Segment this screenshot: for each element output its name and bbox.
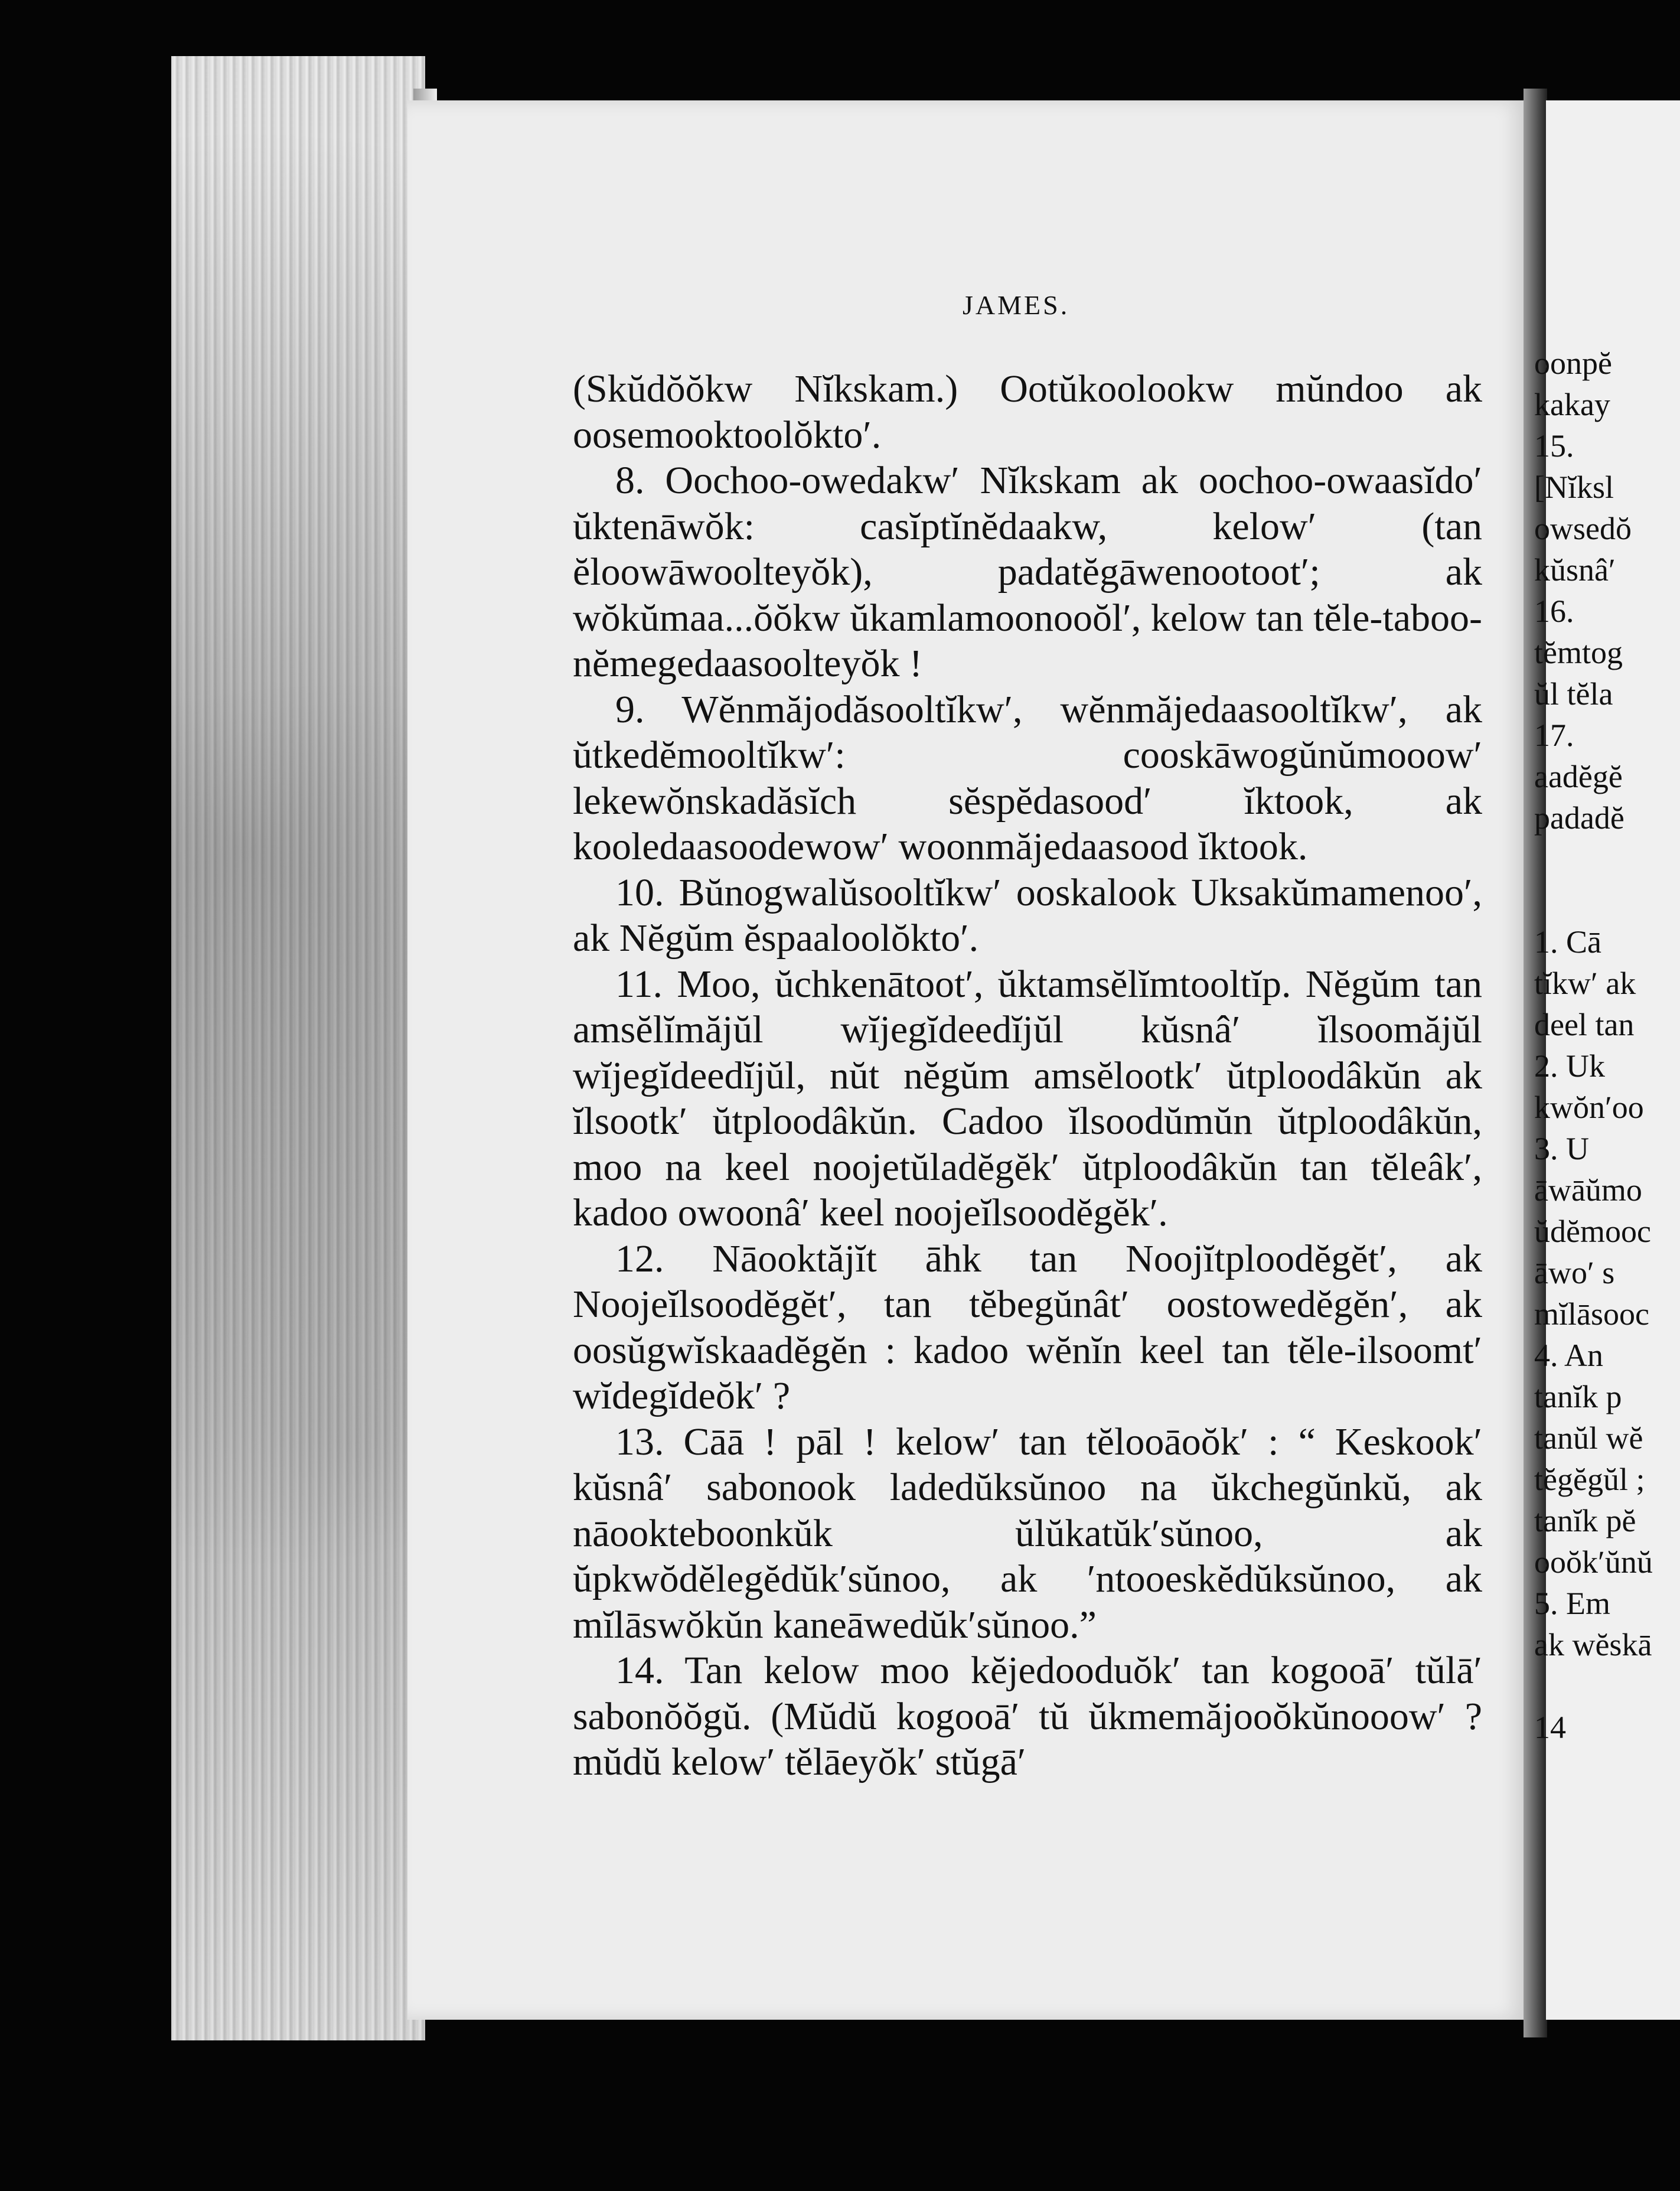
text-line: 16. xyxy=(1534,594,1574,629)
text-line: tanŭl wĕ xyxy=(1534,1420,1643,1456)
text-line: 4. An xyxy=(1534,1338,1604,1373)
text-line xyxy=(1534,839,1676,880)
text-line: ŭdĕmooc xyxy=(1534,1214,1651,1249)
text-line: 5. Em xyxy=(1534,1586,1610,1621)
text-line: tĕmtog xyxy=(1534,635,1623,670)
text-line: tĕgĕgŭl ; xyxy=(1534,1462,1645,1497)
text-line: 2. Uk xyxy=(1534,1048,1605,1084)
text-line xyxy=(1534,880,1676,921)
text-line: tĭkw′ ak xyxy=(1534,966,1636,1001)
verse-paragraph: 12. Nāooktăjĭt āhk tan Noojĭtploodĕgĕt′, ak Noojeĭlsoodĕgĕt′, tan tĕbegŭnât′ oostowedĕgĕn′, ak oosŭgwĭskaadĕgĕn : kadoo wĕnĭn keel tan tĕle-ilsoomt′ wĭdegĭdeŏk′ ? xyxy=(573,1237,1482,1417)
text-line: āwāŭmo xyxy=(1534,1172,1642,1208)
text-line: mĭlāsooc xyxy=(1534,1296,1649,1332)
text-line: kŭsnâ′ xyxy=(1534,552,1616,588)
text-line: āwo′ s xyxy=(1534,1255,1615,1290)
paragraph: (Skŭdŏŏkw Nĭkskam.) Ootŭkoolookw mŭndoo ak oosemooktoolŏkto′. xyxy=(573,367,1482,457)
verse-paragraph: 13. Cāā ! pāl ! kelow′ tan tĕlooāoŏk′ : “ Keskook′ kŭsnâ′ sabonook ladedŭksŭnoo na ŭkchegŭnkŭ, ak nāookteboonkŭk ŭlŭkatŭk′sŭnoo, ak ŭpkwŏdĕlegĕdŭk′sŭnoo, ak ′ntooeskĕdŭksŭnoo, ak mĭlāswŏkŭn kaneāwedŭk′sŭnoo.” xyxy=(573,1420,1482,1646)
verse-paragraph: 8. Oochoo-owedakw′ Nĭkskam ak oochoo-owaasĭdo′ ŭktenāwŏk: casĭptĭnĕdaakw, kelow′ (tan ĕloowāwoolteyŏk), padatĕgāwenootoot′; ak wŏkŭmaa...ŏŏkw ŭkamlamoonooŏl′, kelow tan tĕle-taboo-nĕmegedaasoolteyŏk ! xyxy=(573,459,1482,685)
text-line: 1. Cā xyxy=(1534,924,1601,960)
book-page-edges xyxy=(171,56,425,2040)
page-number: 14 xyxy=(1534,1710,1566,1745)
text-line: padadĕ xyxy=(1534,800,1624,836)
text-line: ooŏk′ŭnŭ xyxy=(1534,1544,1653,1580)
verse-paragraph: 11. Moo, ŭchkenātoot′, ŭktamsĕlĭmtooltĭp. Nĕgŭm tan amsĕlĭmăjŭl wĭjegĭdeedĭjŭl kŭsnâ′ ĭlsoomăjŭl wĭjegĭdeedĭjŭl, nŭt nĕgŭm amsĕlootk′ ŭtploodâkŭn ak ĭlsootk′ ŭtploodâkŭn. Cadoo ĭlsoodŭmŭn ŭtploodâkŭn, moo na keel noojetŭladĕgĕk′ ŭtploodâkŭn tan tĕleâk′, kadoo owoonâ′ keel noojeĭlsoodĕgĕk′. xyxy=(573,962,1482,1234)
right-page-text xyxy=(1534,343,1676,1748)
text-line: 17. xyxy=(1534,718,1574,753)
left-page-text xyxy=(573,366,1482,1785)
verse-paragraph: 10. Bŭnogwalŭsooltĭkw′ ooskalook Uksakŭmamenoo′, ak Nĕgŭm ĕspaaloolŏkto′. xyxy=(573,870,1482,960)
text-line: 15. xyxy=(1534,428,1574,464)
text-line: ak wĕskā xyxy=(1534,1627,1652,1662)
text-line: ŭl tĕla xyxy=(1534,676,1613,712)
text-line: 3. U xyxy=(1534,1131,1589,1166)
text-line: tanĭk p xyxy=(1534,1379,1622,1414)
page-header: JAMES. xyxy=(963,290,1070,320)
text-line: tanĭk pĕ xyxy=(1534,1503,1636,1538)
text-line: owsedŏ xyxy=(1534,511,1632,546)
text-line xyxy=(1534,1665,1676,1707)
verse-paragraph: 9. Wĕnmăjodăsooltĭkw′, wĕnmăjedaasooltĭkw′, ak ŭtkedĕmooltĭkw′: cooskāwogŭnŭmooow′ lekewŏnskadăsĭch sĕspĕdasood′ ĭktook, ak kooledaasoodewow′ woonmăjedaasood ĭktook. xyxy=(573,687,1482,868)
text-line: oonpĕ xyxy=(1534,345,1612,381)
text-line: kwŏn′oo xyxy=(1534,1090,1644,1125)
text-line: [Nĭksl xyxy=(1534,470,1614,505)
text-line: kakay xyxy=(1534,387,1610,422)
text-line: deel tan xyxy=(1534,1007,1635,1042)
text-line: aadĕgĕ xyxy=(1534,759,1623,794)
verse-paragraph: 14. Tan kelow moo kĕjedooduŏk′ tan kogooā′ tŭlā′ sabonŏŏgŭ. (Mŭdŭ kogooā′ tŭ ŭkmemăjooŏkŭnooow′ ? mŭdŭ kelow′ tĕlāeyŏk′ stŭgā′ xyxy=(573,1649,1482,1784)
